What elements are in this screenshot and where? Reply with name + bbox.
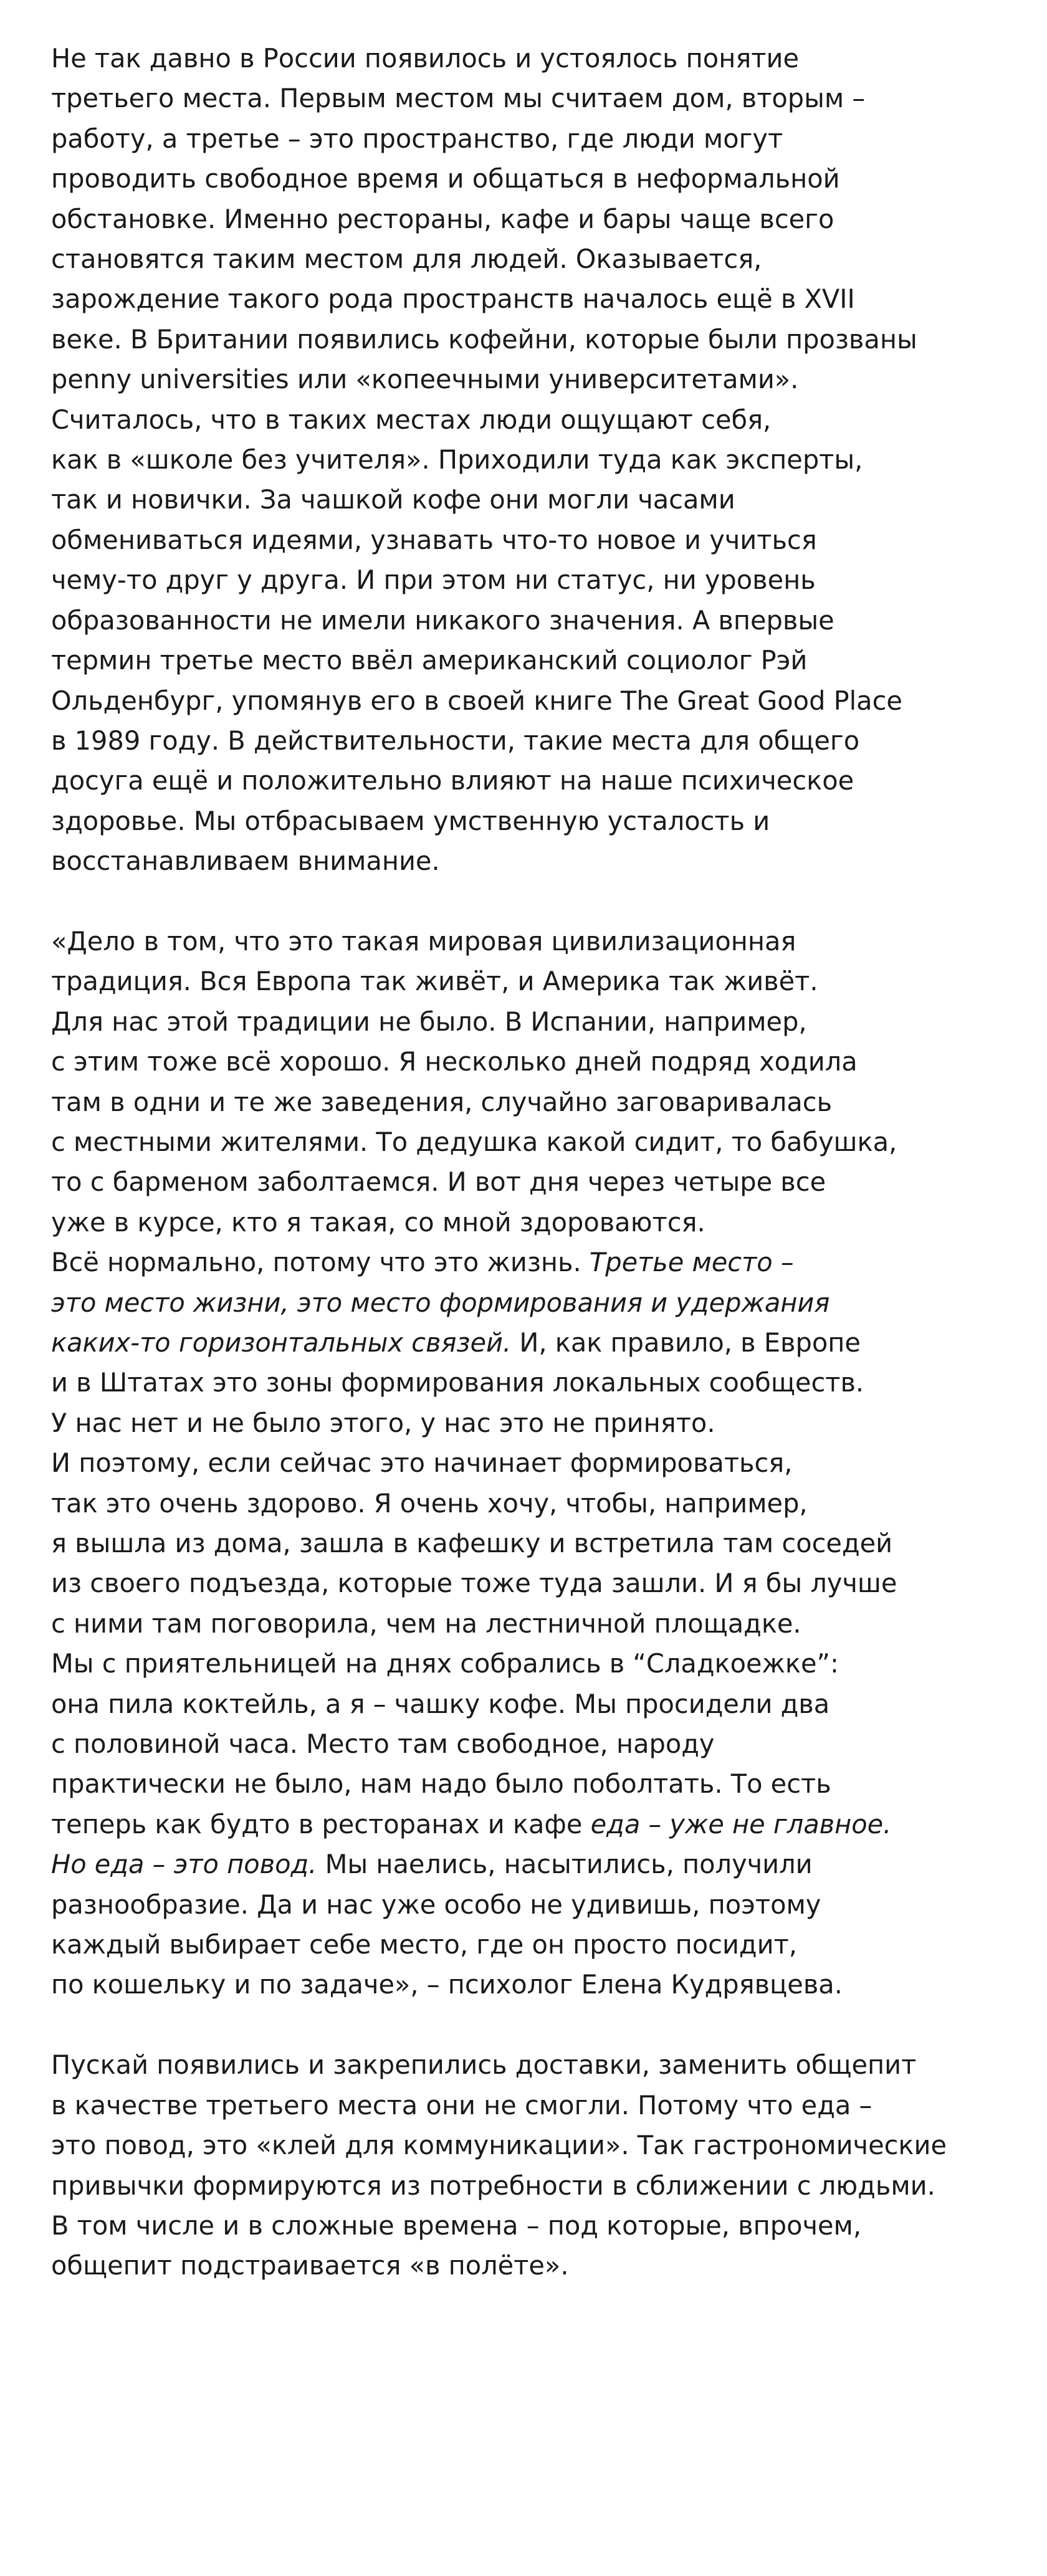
text-segment: так это очень здорово. Я очень хочу, чтобы, например, xyxy=(51,1487,808,1519)
text-line xyxy=(51,1965,1023,2005)
text-segment: здоровье. Мы отбрасываем умственную усталость и xyxy=(51,805,770,836)
text-line xyxy=(51,1243,1023,1282)
text-segment: И поэтому, если сейчас это начинает формироваться, xyxy=(51,1448,793,1479)
text-line xyxy=(51,199,1023,239)
text-line xyxy=(51,1082,1023,1122)
text-line xyxy=(51,2045,1023,2085)
text-line xyxy=(51,119,1023,159)
text-segment: Ольденбург, упомянув его в своей книге The Great Good Place xyxy=(51,685,902,716)
text-line xyxy=(51,1925,1023,1965)
text-line xyxy=(51,440,1023,480)
text-line xyxy=(51,2246,1023,2286)
text-line xyxy=(51,400,1023,440)
text-line xyxy=(51,560,1023,600)
text-segment: чему-то друг у друга. И при этом ни статус, ни уровень xyxy=(51,565,816,596)
text-segment: с местными жителями. То дедушка какой сидит, то бабушка, xyxy=(51,1126,897,1157)
text-segment: восстанавливаем внимание. xyxy=(51,846,440,877)
text-segment: Для нас этой традиции не было. В Испании, например, xyxy=(51,1006,807,1037)
text-segment: penny universities или «копеечными университетами». xyxy=(51,364,799,395)
text-line xyxy=(51,1604,1023,1644)
text-line xyxy=(51,721,1023,761)
text-line xyxy=(51,1724,1023,1764)
text-segment: работу, а третье – это пространство, где люди могут xyxy=(51,123,783,154)
text-segment: уже в курсе, кто я такая, со мной здороваются. xyxy=(51,1206,705,1238)
text-segment: третьего места. Первым местом мы считаем дом, вторым – xyxy=(51,83,866,114)
text-segment: я вышла из дома, зашла в кафешку и встретила там соседей xyxy=(51,1528,893,1559)
text-line xyxy=(51,1524,1023,1563)
text-segment: традиция. Вся Европа так живёт, и Америка так живёт. xyxy=(51,966,818,997)
text-segment: как в «школе без учителя». Приходили туда как эксперты, xyxy=(51,444,863,475)
text-segment: веке. В Британии появились кофейни, которые были прозваны xyxy=(51,323,917,355)
text-segment: практически не было, нам надо было поболтать. То есть xyxy=(51,1768,831,1800)
text-segment: Мы наелись, насытились, получили xyxy=(317,1849,813,1880)
text-segment: и в Штатах это зоны формирования локальных сообществ. xyxy=(51,1367,864,1398)
text-line xyxy=(51,961,1023,1001)
text-segment: общепит подстраивается «в полёте». xyxy=(51,2250,569,2281)
text-line xyxy=(51,279,1023,319)
text-segment: досуга ещё и положительно влияют на наше психическое xyxy=(51,765,854,796)
text-segment: каждый выбирает себе место, где он просто посидит, xyxy=(51,1929,797,1960)
text-line xyxy=(51,801,1023,841)
text-segment: обстановке. Именно рестораны, кафе и бары чаще всего xyxy=(51,203,834,234)
text-line xyxy=(51,159,1023,199)
text-segment: это повод, это «клей для коммуникации». Так гастрономические xyxy=(51,2130,947,2161)
text-line xyxy=(51,1002,1023,1042)
italic-text-segment: Но еда – это повод. xyxy=(51,1849,317,1880)
text-line xyxy=(51,1363,1023,1403)
text-line xyxy=(51,1684,1023,1724)
text-line xyxy=(51,601,1023,641)
text-line xyxy=(51,922,1023,961)
text-line xyxy=(51,1323,1023,1363)
text-segment: Всё нормально, потому что это жизнь. xyxy=(51,1247,590,1278)
text-line xyxy=(51,2125,1023,2165)
text-line xyxy=(51,320,1023,360)
text-line xyxy=(51,39,1023,79)
text-segment: Пускай появились и закрепились доставки, заменить общепит xyxy=(51,2049,917,2081)
italic-text-segment: каких-то горизонтальных связей. xyxy=(51,1327,512,1358)
text-segment: в качестве третьего места они не смогли. Потому что еда – xyxy=(51,2089,872,2120)
text-segment: привычки формируются из потребности в сближении с людьми. xyxy=(51,2170,935,2201)
text-line xyxy=(51,1042,1023,1082)
text-line xyxy=(51,1484,1023,1524)
text-line xyxy=(51,1764,1023,1804)
text-segment: так и новички. За чашкой кофе они могли часами xyxy=(51,484,735,515)
text-segment: с половиной часа. Место там свободное, народу xyxy=(51,1729,715,1760)
text-segment: проводить свободное время и общаться в неформальной xyxy=(51,163,840,194)
text-line xyxy=(51,1844,1023,1884)
text-segment: с этим тоже всё хорошо. Я несколько дней подряд ходила xyxy=(51,1046,858,1077)
text-segment: в 1989 году. В действительности, такие места для общего xyxy=(51,725,860,756)
italic-text-segment: это место жизни, это место формирования и удержания xyxy=(51,1287,830,1318)
paragraph-1 xyxy=(51,39,1023,882)
text-segment: образованности не имели никакого значения. А впервые xyxy=(51,604,834,636)
text-segment: становятся таким местом для людей. Оказывается, xyxy=(51,244,762,275)
paragraph-3 xyxy=(51,2045,1023,2286)
text-line xyxy=(51,1122,1023,1162)
text-segment: разнообразие. Да и нас уже особо не удивишь, поэтому xyxy=(51,1889,821,1920)
text-line xyxy=(51,1283,1023,1323)
text-segment: там в одни и те же заведения, случайно заговаривалась xyxy=(51,1086,833,1117)
text-segment: термин третье место ввёл американский социолог Рэй xyxy=(51,645,808,676)
text-line xyxy=(51,1162,1023,1202)
text-segment: В том числе и в сложные времена – под которые, впрочем, xyxy=(51,2210,862,2241)
text-line xyxy=(51,1644,1023,1684)
text-line xyxy=(51,1805,1023,1844)
text-segment: Не так давно в России появилось и устоялось понятие xyxy=(51,43,799,74)
text-segment: И, как правило, в Европе xyxy=(511,1327,861,1358)
text-segment: по кошельку и по задаче», – психолог Елена Кудрявцева. xyxy=(51,1969,843,2000)
text-line xyxy=(51,761,1023,801)
paragraph-2 xyxy=(51,922,1023,2005)
text-line xyxy=(51,239,1023,279)
italic-text-segment: Третье место – xyxy=(589,1247,794,1278)
text-segment: зарождение такого рода пространств началось ещё в XVII xyxy=(51,284,855,315)
text-line xyxy=(51,681,1023,721)
text-line xyxy=(51,2086,1023,2125)
text-segment: с ними там поговорила, чем на лестничной площадке. xyxy=(51,1608,801,1639)
text-line xyxy=(51,360,1023,399)
text-line xyxy=(51,641,1023,680)
text-line xyxy=(51,1403,1023,1443)
text-line xyxy=(51,1885,1023,1925)
text-line xyxy=(51,841,1023,881)
text-segment: теперь как будто в ресторанах и кафе xyxy=(51,1808,591,1839)
text-segment: то с барменом заболтаемся. И вот дня через четыре все xyxy=(51,1166,826,1198)
text-line xyxy=(51,520,1023,560)
text-segment: обмениваться идеями, узнавать что-то новое и учиться xyxy=(51,524,817,555)
text-segment: У нас нет и не было этого, у нас это не принято. xyxy=(51,1407,715,1438)
text-segment: из своего подъезда, которые тоже туда зашли. И я бы лучше xyxy=(51,1568,897,1599)
text-segment: Мы с приятельницей на днях собрались в “Сладкоежке”: xyxy=(51,1648,839,1679)
text-line xyxy=(51,1443,1023,1483)
text-line xyxy=(51,79,1023,118)
paragraph-gap xyxy=(51,882,1023,922)
text-segment: «Дело в том, что это такая мировая цивилизационная xyxy=(51,925,796,956)
text-line xyxy=(51,1203,1023,1243)
text-line xyxy=(51,480,1023,520)
text-segment: она пила коктейль, а я – чашку кофе. Мы просидели два xyxy=(51,1688,830,1719)
italic-text-segment: еда – уже не главное. xyxy=(590,1808,892,1839)
article-body xyxy=(51,39,1023,2286)
text-segment: Считалось, что в таких местах люди ощущают себя, xyxy=(51,404,772,435)
text-line xyxy=(51,1563,1023,1603)
text-line xyxy=(51,2166,1023,2206)
text-line xyxy=(51,2206,1023,2246)
paragraph-gap xyxy=(51,2005,1023,2045)
